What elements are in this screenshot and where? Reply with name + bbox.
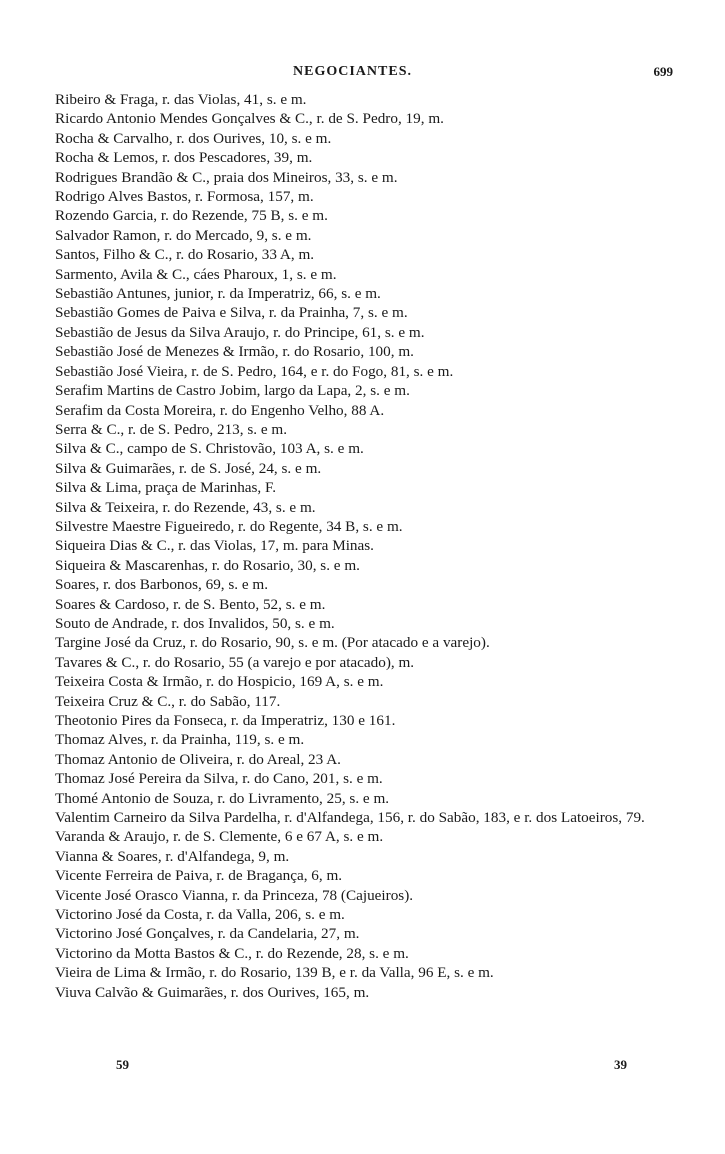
merchant-entry: Viuva Calvão & Guimarães, r. dos Ourives, 165, m. <box>55 983 370 1001</box>
merchant-entry: Sarmento, Avila & C., cáes Pharoux, 1, s. e m. <box>55 265 337 283</box>
merchant-entry: Serafim Martins de Castro Jobim, largo da Lapa, 2, s. e m. <box>55 382 410 400</box>
merchant-entry: Silva & Guimarães, r. de S. José, 24, s. e m. <box>55 459 322 477</box>
merchant-entry: Rocha & Carvalho, r. dos Ourives, 10, s. e m. <box>55 129 332 147</box>
merchant-entry: Rodrigo Alves Bastos, r. Formosa, 157, m. <box>55 188 314 206</box>
merchant-list <box>55 90 655 1002</box>
merchant-entry: Santos, Filho & C., r. do Rosario, 33 A, m. <box>55 246 315 264</box>
merchant-entry: Valentim Carneiro da Silva Pardelha, r. d'Alfandega, 156, r. do Sabão, 183, e r. dos Latoeiros, 79. <box>55 809 645 827</box>
merchant-entry: Targine José da Cruz, r. do Rosario, 90, s. e m. (Por atacado e a varejo). <box>55 634 490 652</box>
merchant-entry: Salvador Ramon, r. do Mercado, 9, s. e m. <box>55 226 312 244</box>
merchant-entry: Teixeira Costa & Irmão, r. do Hospicio, 169 A, s. e m. <box>55 673 384 691</box>
merchant-entry: Vicente José Orasco Vianna, r. da Princeza, 78 (Cajueiros). <box>55 886 414 904</box>
merchant-entry: Rodrigues Brandão & C., praia dos Mineiros, 33, s. e m. <box>55 168 398 186</box>
merchant-entry: Theotonio Pires da Fonseca, r. da Imperatriz, 130 e 161. <box>55 712 396 729</box>
signature-mark-left: 59 <box>116 1057 129 1072</box>
merchant-entry: Victorino da Motta Bastos & C., r. do Rezende, 28, s. e m. <box>55 944 409 962</box>
page-number: 699 <box>653 64 673 79</box>
merchant-entry: Thomé Antonio de Souza, r. do Livramento, 25, s. e m. <box>55 789 390 807</box>
merchant-entry: Soares, r. dos Barbonos, 69, s. e m. <box>55 576 269 594</box>
merchant-entry: Vieira de Lima & Irmão, r. do Rosario, 139 B, e r. da Valla, 96 E, s. e m. <box>55 964 494 982</box>
merchant-entry: Silvestre Maestre Figueiredo, r. do Regente, 34 B, s. e m. <box>55 517 403 535</box>
merchant-entry: Sebastião José de Menezes & Irmão, r. do Rosario, 100, m. <box>55 343 414 361</box>
merchant-entry: Silva & Teixeira, r. do Rezende, 43, s. e m. <box>55 498 316 516</box>
page-header <box>40 64 673 86</box>
merchant-entry: Serra & C., r. de S. Pedro, 213, s. e m. <box>55 420 288 438</box>
merchant-entry: Silva & C., campo de S. Christovão, 103 A, s. e m. <box>55 440 364 458</box>
merchant-entry: Silva & Lima, praça de Marinhas, F. <box>55 479 277 497</box>
merchant-entry: Thomaz Alves, r. da Prainha, 119, s. e m. <box>55 731 305 749</box>
merchant-entry: Souto de Andrade, r. dos Invalidos, 50, s. e m. <box>55 614 335 632</box>
merchant-entry: Sebastião Antunes, junior, r. da Imperatriz, 66, s. e m. <box>55 285 381 303</box>
merchant-entry: Victorino José da Costa, r. da Valla, 206, s. e m. <box>55 906 345 924</box>
merchant-entry: Tavares & C., r. do Rosario, 55 (a varejo e por atacado), m. <box>55 653 415 671</box>
merchant-entry: Ribeiro & Fraga, r. das Violas, 41, s. e m. <box>55 91 307 108</box>
merchant-entry: Sebastião José Vieira, r. de S. Pedro, 164, e r. do Fogo, 81, s. e m. <box>55 362 454 380</box>
merchant-entry: Rocha & Lemos, r. dos Pescadores, 39, m. <box>55 149 313 167</box>
merchant-entry: Soares & Cardoso, r. de S. Bento, 52, s. e m. <box>55 595 326 613</box>
merchant-entry: Ricardo Antonio Mendes Gonçalves & C., r. de S. Pedro, 19, m. <box>55 110 444 128</box>
merchant-entry: Siqueira Dias & C., r. das Violas, 17, m. para Minas. <box>55 537 374 555</box>
merchant-entry: Sebastião de Jesus da Silva Araujo, r. do Principe, 61, s. e m. <box>55 323 425 341</box>
merchant-entry: Thomaz José Pereira da Silva, r. do Cano, 201, s. e m. <box>55 770 383 788</box>
merchant-entry: Sebastião Gomes de Paiva e Silva, r. da Prainha, 7, s. e m. <box>55 304 408 322</box>
merchant-entry: Serafim da Costa Moreira, r. do Engenho Velho, 88 A. <box>55 401 385 419</box>
merchant-entry: Siqueira & Mascarenhas, r. do Rosario, 30, s. e m. <box>55 556 360 574</box>
merchant-entry: Victorino José Gonçalves, r. da Candelaria, 27, m. <box>55 925 360 943</box>
page-footer <box>40 1057 665 1077</box>
section-title: NEGOCIANTES. <box>293 64 412 79</box>
merchant-entry: Rozendo Garcia, r. do Rezende, 75 B, s. e m. <box>55 207 328 225</box>
signature-mark-right: 39 <box>614 1057 627 1072</box>
merchant-entry: Teixeira Cruz & C., r. do Sabão, 117. <box>55 692 281 710</box>
merchant-entry: Vianna & Soares, r. d'Alfandega, 9, m. <box>55 847 290 865</box>
merchant-entry: Varanda & Araujo, r. de S. Clemente, 6 e 67 A, s. e m. <box>55 828 384 846</box>
merchant-entry: Vicente Ferreira de Paiva, r. de Bragança, 6, m. <box>55 867 343 885</box>
merchant-entry: Thomaz Antonio de Oliveira, r. do Areal, 23 A. <box>55 750 341 768</box>
